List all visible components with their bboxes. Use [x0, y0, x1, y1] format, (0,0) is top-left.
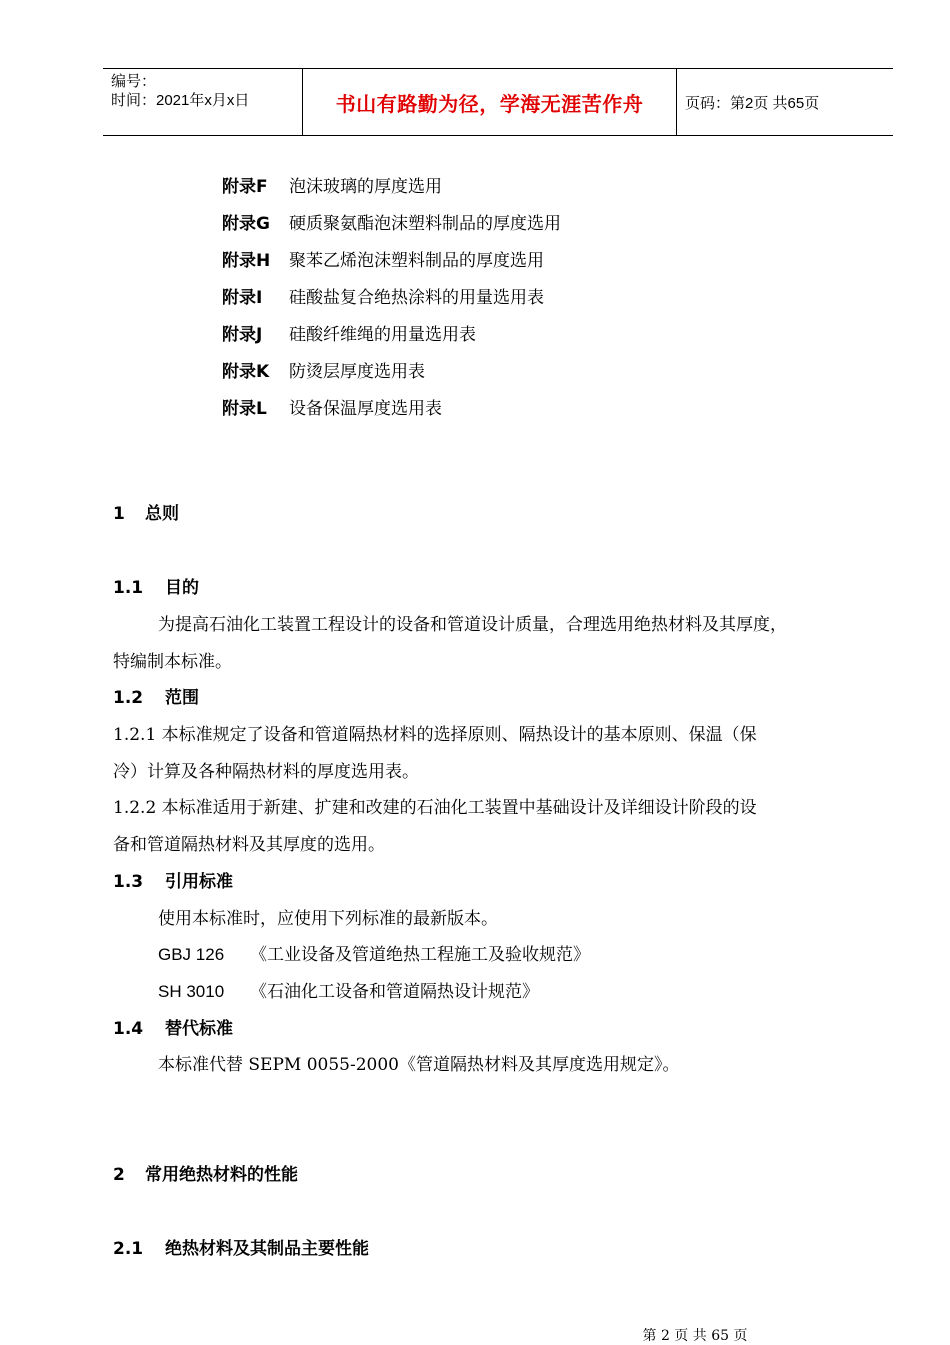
- section-1-4-heading: [113, 1014, 233, 1039]
- paragraph: 1.2.2 本标准适用于新建、扩建和改建的石油化工装置中基础设计及详细设计阶段的设: [113, 798, 757, 818]
- appendix-key: 附录L: [222, 399, 267, 419]
- header-motto: 书山有路勤为径，学海无涯苦作舟: [335, 91, 644, 116]
- section-title: 范围: [165, 688, 199, 708]
- reference-item: [158, 977, 539, 1002]
- reference-title: 《工业设备及管道绝热工程施工及验收规范》: [250, 945, 590, 965]
- section-number: 1.3: [113, 872, 144, 892]
- reference-code: GBJ 126: [158, 945, 225, 964]
- section-1-3-heading: [113, 867, 233, 892]
- paragraph: 为提高石油化工装置工程设计的设备和管道设计质量，合理选用绝热材料及其厚度，: [158, 615, 787, 635]
- page-header: [103, 68, 893, 136]
- section-2-heading: [113, 1160, 298, 1185]
- appendix-key: 附录H: [222, 251, 271, 271]
- appendix-item: [222, 351, 561, 388]
- appendix-key: 附录G: [222, 214, 270, 234]
- header-page-info: 页码：第2页 共65页: [685, 94, 820, 112]
- appendix-key: 附录K: [222, 362, 270, 382]
- appendix-list: [222, 166, 561, 425]
- appendix-key: 附录J: [222, 325, 263, 345]
- appendix-key: 附录F: [222, 177, 268, 197]
- section-title: 总则: [145, 504, 179, 524]
- reference-item: [158, 940, 590, 965]
- page-footer: [0, 1325, 950, 1345]
- appendix-key: 附录I: [222, 288, 263, 308]
- reference-title: 《石油化工设备和管道隔热设计规范》: [250, 982, 539, 1002]
- header-meta: [103, 69, 303, 135]
- section-title: 引用标准: [165, 872, 233, 892]
- section-title: 目的: [165, 578, 199, 598]
- section-title: 绝热材料及其制品主要性能: [165, 1239, 369, 1259]
- section-number: 2: [113, 1165, 125, 1185]
- section-1-2-heading: [113, 683, 199, 708]
- paragraph: 特编制本标准。: [113, 652, 232, 672]
- paragraph: 1.2.1 本标准规定了设备和管道隔热材料的选择原则、隔热设计的基本原则、保温（保: [113, 725, 757, 745]
- time-label: 时间：2021年x月x日: [111, 92, 250, 109]
- appendix-title: 防烫层厚度选用表: [289, 362, 425, 382]
- section-number: 2.1: [113, 1239, 144, 1259]
- appendix-title: 硬质聚氨酯泡沫塑料制品的厚度选用: [289, 214, 561, 234]
- paragraph: 使用本标准时，应使用下列标准的最新版本。: [158, 909, 498, 929]
- appendix-item: [222, 240, 561, 277]
- appendix-title: 设备保温厚度选用表: [289, 399, 442, 419]
- section-title: 替代标准: [165, 1019, 233, 1039]
- appendix-item: [222, 166, 561, 203]
- reference-code: SH 3010: [158, 982, 225, 1001]
- appendix-title: 硅酸纤维绳的用量选用表: [289, 325, 476, 345]
- section-1-1-heading: [113, 573, 199, 598]
- paragraph: 本标准代替 SEPM 0055-2000《管道隔热材料及其厚度选用规定》。: [158, 1055, 680, 1075]
- appendix-item: [222, 388, 561, 425]
- section-2-1-heading: [113, 1234, 369, 1259]
- section-title: 常用绝热材料的性能: [145, 1165, 298, 1185]
- number-label: 编号：: [111, 73, 157, 90]
- section-number: 1.4: [113, 1019, 144, 1039]
- section-number: 1: [113, 504, 125, 524]
- paragraph: 冷）计算及各种隔热材料的厚度选用表。: [113, 762, 419, 782]
- appendix-title: 泡沫玻璃的厚度选用: [289, 177, 442, 197]
- appendix-item: [222, 314, 561, 351]
- appendix-item: [222, 203, 561, 240]
- appendix-title: 硅酸盐复合绝热涂料的用量选用表: [289, 288, 544, 308]
- header-motto-cell: [303, 69, 677, 135]
- section-number: 1.1: [113, 578, 144, 598]
- section-number: 1.2: [113, 688, 144, 708]
- appendix-item: [222, 277, 561, 314]
- section-1-heading: [113, 499, 179, 524]
- appendix-title: 聚苯乙烯泡沫塑料制品的厚度选用: [289, 251, 544, 271]
- paragraph: 备和管道隔热材料及其厚度的选用。: [113, 835, 385, 855]
- footer-page-number: 第 2 页 共 65 页: [642, 1328, 748, 1344]
